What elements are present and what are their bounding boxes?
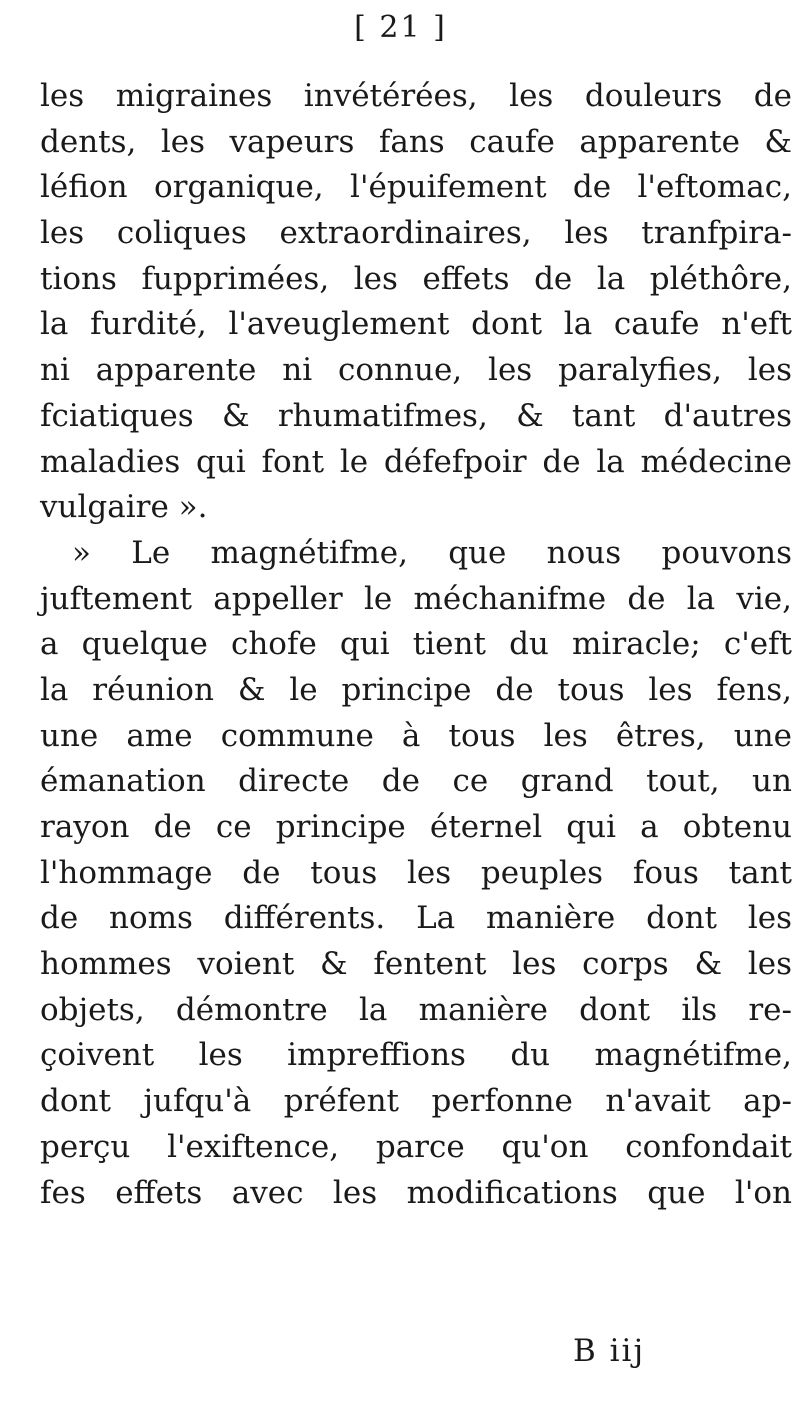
- text-line: émanation directe de ce grand tout, un: [40, 763, 792, 800]
- text-line: les coliques extraordinaires, les tranfpira-: [40, 215, 792, 252]
- text-line: de noms différents. La manière dont les: [40, 900, 792, 937]
- text-line: objets, démontre la manière dont ils re-: [40, 991, 792, 1028]
- text-line: fciatiques & rhumatifmes, & tant d'autres: [40, 397, 792, 434]
- text-line: hommes voient & fentent les corps & les: [40, 946, 792, 983]
- text-line: juftement appeller le méchanifme de la vie,: [40, 580, 792, 617]
- text-line: la furdité, l'aveuglement dont la caufe n'eft: [40, 306, 792, 343]
- text-line: dont jufqu'à préfent perfonne n'avait ap-: [40, 1083, 792, 1120]
- paragraph-end-line: vulgaire ».: [40, 489, 208, 526]
- text-line: çoivent les impreffions du magnétifme,: [40, 1037, 792, 1074]
- text-line: dents, les vapeurs fans caufe apparente &: [40, 123, 792, 160]
- text-line: perçu l'exiftence, parce qu'on confondait: [40, 1128, 792, 1165]
- paragraph-start-line: » Le magnétifme, que nous pouvons: [72, 534, 792, 571]
- text-line: les migraines invétérées, les douleurs de: [40, 78, 792, 114]
- text-line: maladies qui font le défefpoir de la médecine: [40, 443, 792, 480]
- signature-mark: B iij: [573, 1333, 646, 1369]
- text-line: tions fupprimées, les effets de la pléthôre,: [40, 260, 792, 297]
- text-line: a quelque chofe qui tient du miracle; c'eft: [40, 626, 792, 663]
- text-line: ni apparente ni connue, les paralyfies, les: [40, 352, 792, 389]
- text-line: la réunion & le principe de tous les fens,: [40, 671, 792, 708]
- page-number: [ 21 ]: [354, 10, 447, 45]
- text-line: une ame commune à tous les êtres, une: [40, 717, 792, 754]
- text-line: léfion organique, l'épuifement de l'eftomac,: [40, 169, 792, 206]
- body-text: [40, 74, 792, 1216]
- text-line: l'hommage de tous les peuples fous tant: [40, 854, 792, 891]
- text-line: fes effets avec les modifications que l'on: [40, 1174, 792, 1211]
- text-line: rayon de ce principe éternel qui a obtenu: [40, 809, 792, 845]
